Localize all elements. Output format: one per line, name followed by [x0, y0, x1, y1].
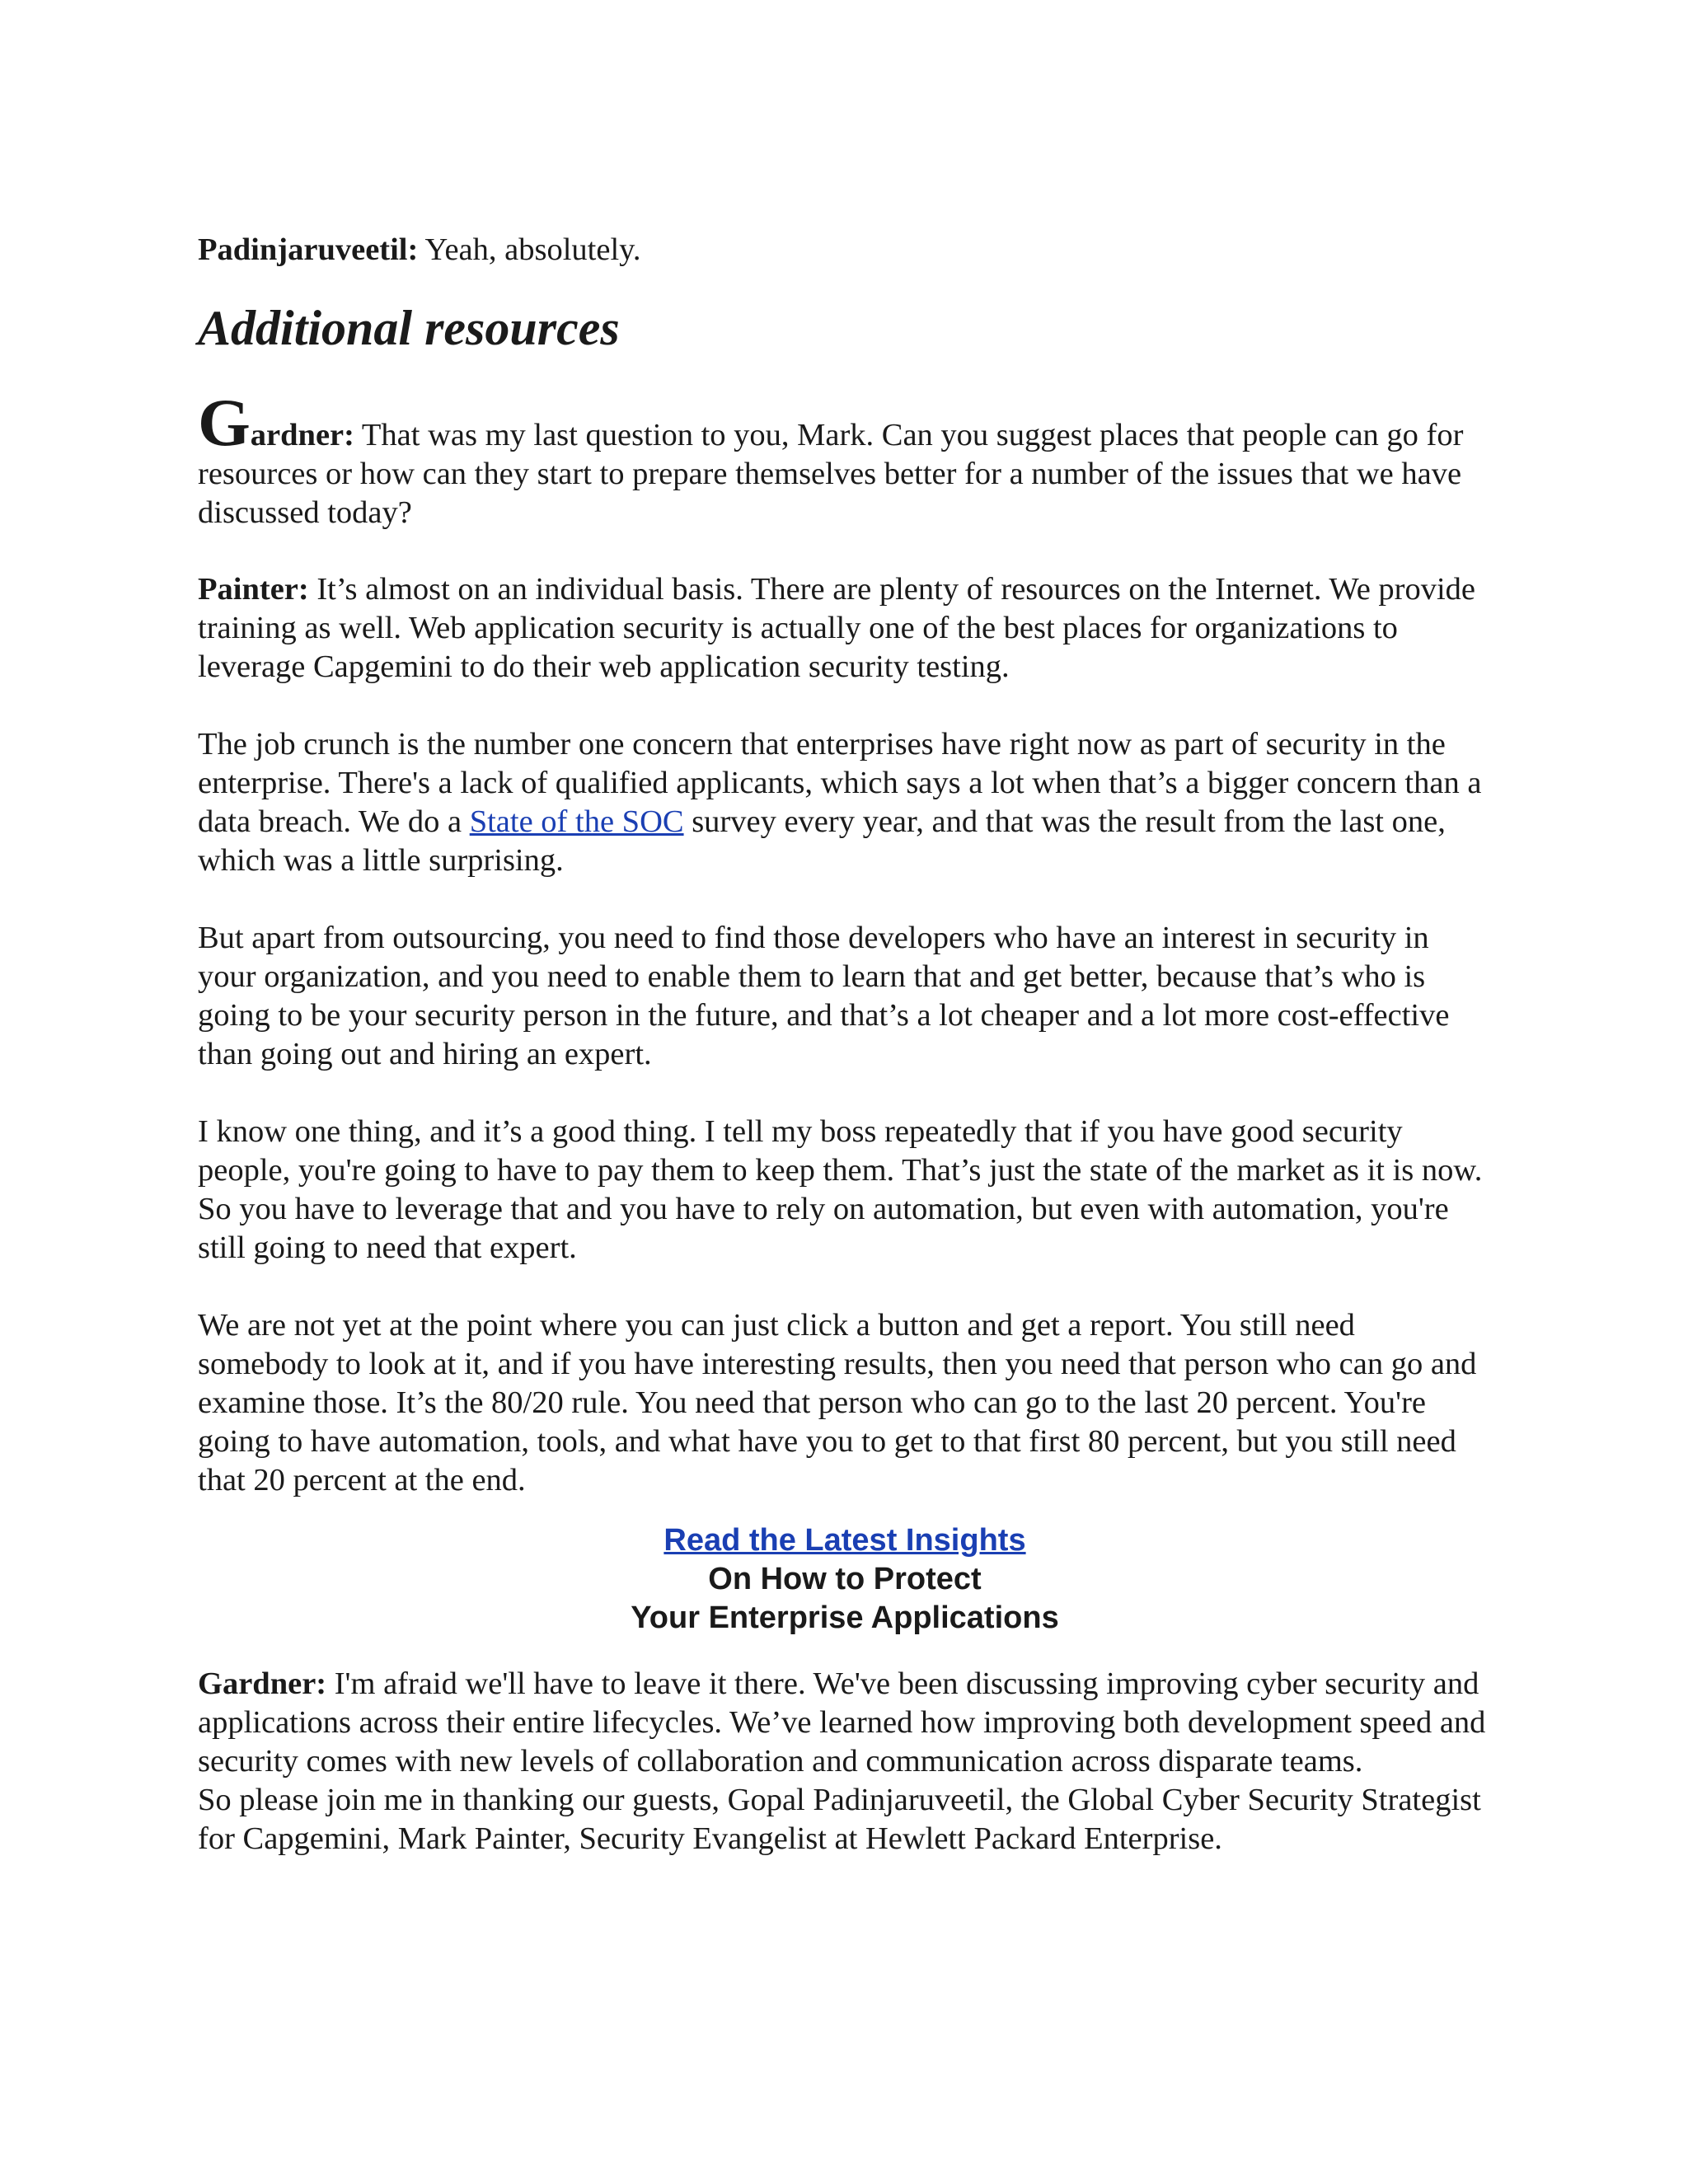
speaker-name: ardner: [250, 418, 354, 452]
outsourcing-paragraph: But apart from outsourcing, you need to find those developers who have an interest in security in your organization, and you need to enable them to learn that and get better, because that’s who is going to be your security person in the future, and that’s a lot cheaper and a lot more cost-effective than going out and hiring an expert. [198, 921, 1450, 1071]
paragraph-text: Yeah, absolutely. [418, 232, 641, 267]
boss-paragraph: I know one thing, and it’s a good thing. I tell my boss repeatedly that if you have good security people, you're going to have to pay them to keep them. That’s just the state of the market as it is now. So you have to leverage that and you have to rely on automation, but even with automation, you're still going to need that expert. [198, 1114, 1483, 1265]
closing-paragraph [198, 1665, 1492, 1781]
paragraph-text: survey every year, and that was the result from the last one, which was a little surprising. [198, 804, 1446, 878]
callout-line: On How to Protect [708, 1562, 982, 1596]
state-of-soc-link[interactable]: State of the SOC [469, 804, 684, 839]
insights-callout [198, 1521, 1492, 1638]
callout-line: Your Enterprise Applications [631, 1601, 1059, 1635]
section-heading: Additional resources [198, 301, 620, 355]
speaker-name: Padinjaruveetil: [198, 232, 419, 267]
paragraph-text: The job crunch is the number one concern that enterprises have right now as part of security in the enterprise. There's a lack of qualified applicants, which says a lot when that’s a bigger concern than a data breach. We do a [198, 727, 1482, 839]
paragraph-text: It’s almost on an individual basis. There are plenty of resources on the Internet. We provide training as well. Web application security is actually one of the best places for organizations to leverage Capgemini to do their web application security testing. [198, 572, 1476, 684]
paragraph-text: That was my last question to you, Mark. Can you suggest places that people can go for resources or how can they start to prepare themselves better for a number of the issues that we have discussed today? [198, 418, 1464, 530]
rule-paragraph: We are not yet at the point where you can just click a button and get a report. You still need somebody to look at it, and if you have interesting results, then you need that person who can go and examine those. It’s the 80/20 rule. You need that person who can go to the last 20 percent. You're going to have automation, tools, and what have you to get to that first 80 percent, but you still need that 20 percent at the end. [198, 1308, 1477, 1497]
intro-paragraph [198, 231, 1492, 269]
document-page [198, 231, 1492, 1858]
drop-cap: G [198, 385, 251, 460]
paragraph-text: I'm afraid we'll have to leave it there. We've been discussing improving cyber security and applications across their entire lifecycles. We’ve learned how improving both development speed and security comes with new levels of collaboration and communication across disparate teams. [198, 1666, 1486, 1779]
speaker-name: Painter: [198, 572, 309, 607]
question-paragraph [198, 385, 1492, 532]
job-crunch-paragraph [198, 725, 1492, 880]
thanks-paragraph: So please join me in thanking our guests, Gopal Padinjaruveetil, the Global Cyber Security Strategist for Capgemini, Mark Painter, Security Evangelist at Hewlett Packard Enterprise. [198, 1783, 1481, 1856]
speaker-name: Gardner: [198, 1666, 327, 1701]
read-latest-insights-link[interactable]: Read the Latest Insights [663, 1523, 1026, 1558]
answer-paragraph [198, 570, 1492, 687]
